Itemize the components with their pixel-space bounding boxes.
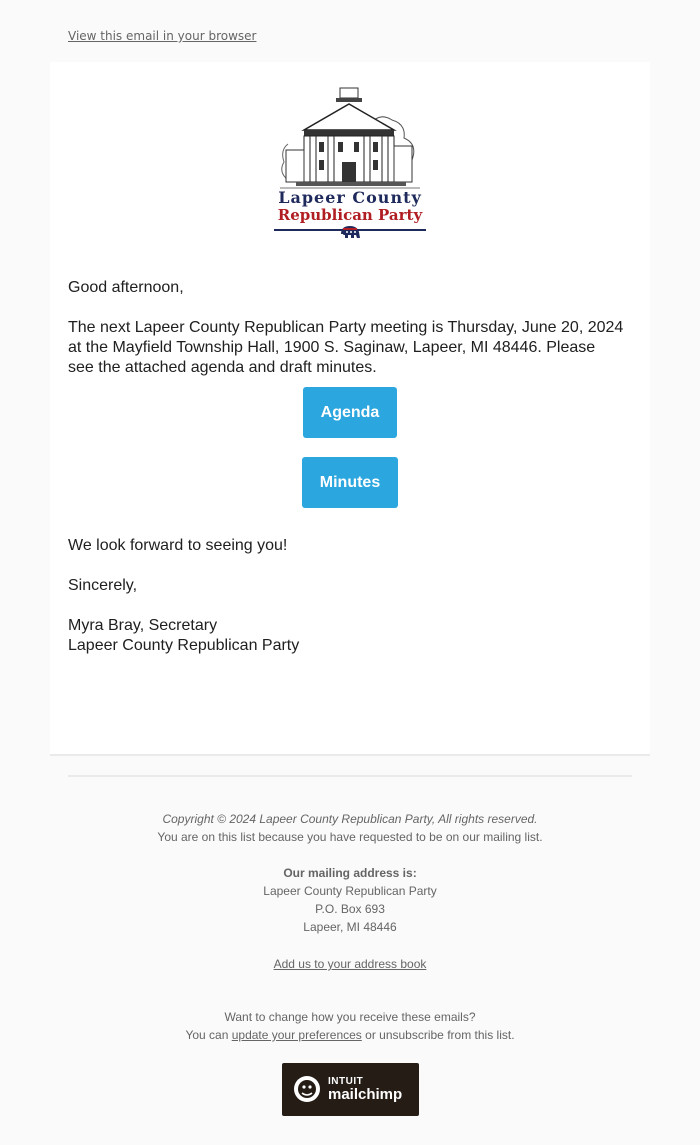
minutes-button[interactable]: Minutes [302,457,398,508]
logo-line1: Lapeer County [278,188,422,207]
copyright-text: Copyright © 2024 Lapeer County Republican Party, All rights reserved. [162,812,538,826]
logo-line2: Republican Party [277,206,423,224]
elephant-icon [339,224,361,240]
update-preferences-link[interactable]: update your preferences [231,1028,362,1042]
footer-address [0,864,700,936]
paragraph-line: see the attached agenda and draft minutes. [68,359,377,376]
agenda-button[interactable]: Agenda [303,387,397,438]
address-box: P.O. Box 693 [315,902,385,916]
badge-top-text: INTUIT [328,1076,364,1087]
closing-line: We look forward to seeing you! [68,537,288,554]
signature [68,616,299,656]
footer-preferences [0,1008,700,1044]
party-logo [274,84,426,242]
list-reason: You are on this list because you have requested to be on our mailing list. [157,830,543,844]
signer-name: Myra Bray, Secretary [68,617,218,634]
view-in-browser-link[interactable]: View this email in your browser [68,29,257,43]
email-card [50,62,650,756]
add-address-book-link[interactable]: Add us to your address book [273,957,427,971]
preferences-line [0,1026,700,1044]
paragraph-line: at the Mayfield Township Hall, 1900 S. Saginaw, Lapeer, MI 48446. Please [68,339,596,356]
footer-divider [68,775,632,777]
footer-copyright [0,810,700,846]
change-prompt: Want to change how you receive these emails? [224,1010,476,1024]
mailchimp-monkey-icon [292,1074,322,1104]
footer-address-book [0,955,700,973]
address-city: Lapeer, MI 48446 [303,920,397,934]
meeting-paragraph [68,318,623,378]
mailing-label: Our mailing address is: [283,866,417,880]
you-can-text: You can [185,1028,232,1042]
signer-org: Lapeer County Republican Party [68,637,300,654]
address-org: Lapeer County Republican Party [263,884,437,898]
paragraph-line: The next Lapeer County Republican Party meeting is Thursday, June 20, 2024 [68,319,624,336]
mailchimp-badge[interactable] [282,1063,419,1116]
unsubscribe-text: or unsubscribe from this list. [361,1028,515,1042]
signoff: Sincerely, [68,577,138,594]
greeting: Good afternoon, [68,279,184,296]
badge-bottom-text: mailchimp [328,1086,403,1103]
